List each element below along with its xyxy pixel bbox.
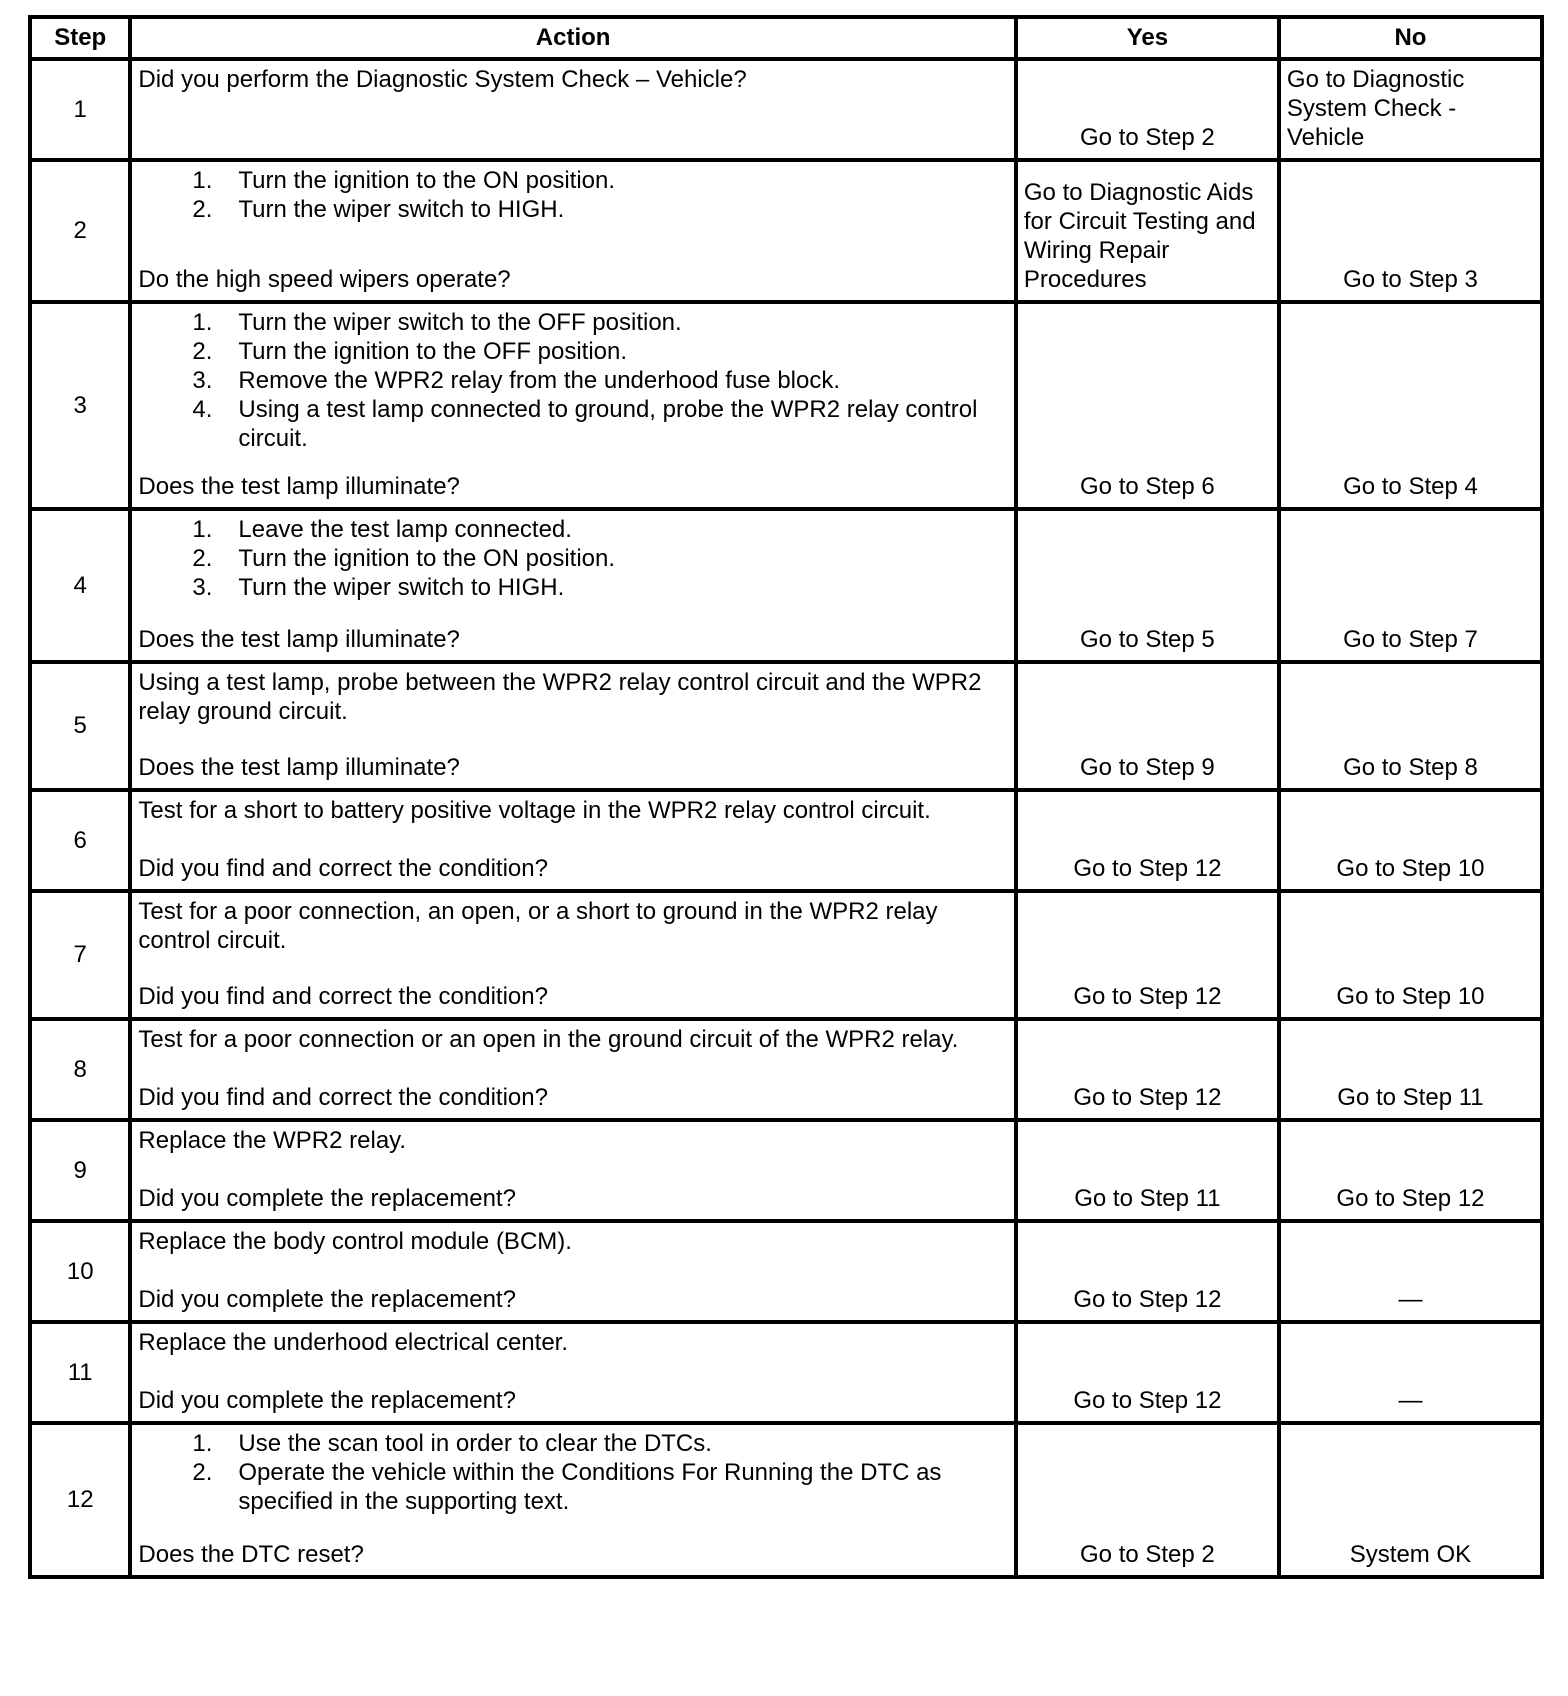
action-cell [130, 59, 1016, 160]
header-row [30, 17, 1542, 59]
list-item: 1. Turn the wiper switch to the OFF position. [192, 309, 682, 336]
yes-cell: Go to Step 12 [1016, 1221, 1279, 1322]
action-instruction: Replace the WPR2 relay. [138, 1127, 407, 1154]
list-item: 4. Using a test lamp connected to ground, probe the WPR2 relay control circuit. [192, 396, 978, 452]
action-question: Did you complete the replacement? [138, 1286, 516, 1313]
table-row [30, 160, 1542, 302]
list-item: 2. Turn the ignition to the ON position. [192, 545, 616, 572]
no-cell: Go to Step 10 [1279, 790, 1542, 891]
list-item: 2. Operate the vehicle within the Conditions For Running the DTC as specified in the supporting text. [192, 1459, 942, 1515]
yes-cell: Go to Step 6 [1016, 302, 1279, 509]
step-number: 7 [30, 891, 130, 1019]
action-question: Does the test lamp illuminate? [138, 473, 460, 500]
list-item: 1. Use the scan tool in order to clear the DTCs. [192, 1430, 712, 1457]
no-cell: Go to Step 3 [1279, 160, 1542, 302]
yes-cell: Go to Step 9 [1016, 662, 1279, 790]
no-cell: — [1279, 1221, 1542, 1322]
action-steps-list [138, 1429, 1008, 1516]
action-instruction: Test for a poor connection, an open, or a short to ground in the WPR2 relay control circuit. [138, 898, 938, 954]
action-instruction: Replace the underhood electrical center. [138, 1329, 568, 1356]
step-number: 8 [30, 1019, 130, 1120]
no-cell: System OK [1279, 1423, 1542, 1577]
action-question: Does the DTC reset? [138, 1541, 364, 1568]
yes-cell: Go to Step 2 [1016, 59, 1279, 160]
action-question: Does the test lamp illuminate? [138, 626, 460, 653]
action-steps-list [138, 515, 1008, 602]
step-number: 10 [30, 1221, 130, 1322]
action-cell [130, 1120, 1016, 1221]
no-cell: — [1279, 1322, 1542, 1423]
action-steps-list [138, 166, 1008, 224]
action-instruction: Replace the body control module (BCM). [138, 1228, 572, 1255]
list-item: 1. Leave the test lamp connected. [192, 516, 572, 543]
action-question: Did you find and correct the condition? [138, 855, 548, 882]
list-item: 2. Turn the ignition to the OFF position. [192, 338, 628, 365]
action-cell [130, 1019, 1016, 1120]
list-item: 1. Turn the ignition to the ON position. [192, 167, 616, 194]
no-cell: Go to Diagnostic System Check - Vehicle [1279, 59, 1542, 160]
table-row [30, 1019, 1542, 1120]
step-number: 11 [30, 1322, 130, 1423]
action-cell [130, 509, 1016, 662]
no-cell: Go to Step 11 [1279, 1019, 1542, 1120]
action-cell [130, 1221, 1016, 1322]
list-item: 2. Turn the wiper switch to HIGH. [192, 196, 565, 223]
step-number: 12 [30, 1423, 130, 1577]
action-cell [130, 1322, 1016, 1423]
action-cell [130, 891, 1016, 1019]
step-number: 6 [30, 790, 130, 891]
no-cell: Go to Step 4 [1279, 302, 1542, 509]
step-number: 3 [30, 302, 130, 509]
action-cell [130, 302, 1016, 509]
action-instruction: Test for a poor connection or an open in the ground circuit of the WPR2 relay. [138, 1026, 959, 1053]
action-instruction: Using a test lamp, probe between the WPR2 relay control circuit and the WPR2 relay ground circuit. [138, 669, 982, 725]
yes-cell: Go to Step 12 [1016, 1019, 1279, 1120]
action-instruction: Did you perform the Diagnostic System Check – Vehicle? [138, 66, 747, 93]
action-cell [130, 1423, 1016, 1577]
step-number: 1 [30, 59, 130, 160]
no-cell: Go to Step 12 [1279, 1120, 1542, 1221]
table-row [30, 1322, 1542, 1423]
table-row [30, 662, 1542, 790]
table-row [30, 891, 1542, 1019]
table-row [30, 509, 1542, 662]
step-number: 5 [30, 662, 130, 790]
table-row [30, 302, 1542, 509]
yes-cell: Go to Step 12 [1016, 891, 1279, 1019]
table-row [30, 790, 1542, 891]
yes-cell: Go to Step 11 [1016, 1120, 1279, 1221]
no-cell: Go to Step 8 [1279, 662, 1542, 790]
table-row [30, 1423, 1542, 1577]
no-cell: Go to Step 7 [1279, 509, 1542, 662]
no-cell: Go to Step 10 [1279, 891, 1542, 1019]
action-question: Did you find and correct the condition? [138, 983, 548, 1010]
action-question: Did you find and correct the condition? [138, 1084, 548, 1111]
header-yes: Yes [1016, 17, 1279, 59]
step-number: 9 [30, 1120, 130, 1221]
yes-cell: Go to Step 12 [1016, 1322, 1279, 1423]
list-item: 3. Remove the WPR2 relay from the underhood fuse block. [192, 367, 841, 394]
yes-cell: Go to Step 2 [1016, 1423, 1279, 1577]
action-steps-list [138, 308, 1008, 453]
table-row [30, 1120, 1542, 1221]
action-instruction: Test for a short to battery positive voltage in the WPR2 relay control circuit. [138, 797, 931, 824]
action-cell [130, 160, 1016, 302]
action-question: Do the high speed wipers operate? [138, 266, 511, 293]
table-row [30, 1221, 1542, 1322]
yes-cell: Go to Diagnostic Aids for Circuit Testing and Wiring Repair Procedures [1016, 160, 1279, 302]
header-step: Step [30, 17, 130, 59]
list-item: 3. Turn the wiper switch to HIGH. [192, 574, 565, 601]
table-row [30, 59, 1542, 160]
action-question: Does the test lamp illuminate? [138, 754, 460, 781]
action-cell [130, 662, 1016, 790]
yes-cell: Go to Step 12 [1016, 790, 1279, 891]
header-no: No [1279, 17, 1542, 59]
action-question: Did you complete the replacement? [138, 1387, 516, 1414]
yes-cell: Go to Step 5 [1016, 509, 1279, 662]
action-question: Did you complete the replacement? [138, 1185, 516, 1212]
step-number: 4 [30, 509, 130, 662]
step-number: 2 [30, 160, 130, 302]
action-cell [130, 790, 1016, 891]
diagnostic-table [28, 15, 1544, 1579]
header-action: Action [130, 17, 1016, 59]
